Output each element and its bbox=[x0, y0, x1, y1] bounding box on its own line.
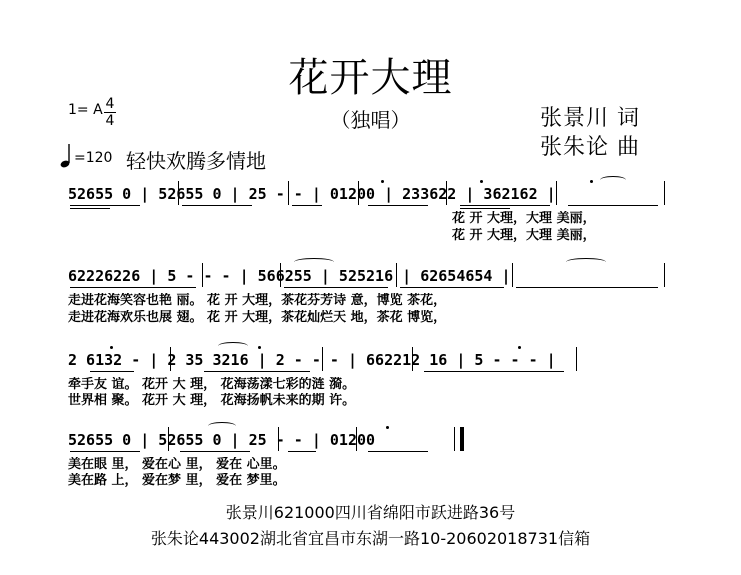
beam bbox=[90, 371, 134, 372]
lyric-line-4a: 美在眼 里， 爱在心 里， 爱在 心里。 bbox=[68, 457, 286, 472]
barline bbox=[202, 263, 203, 287]
lyric-line-2b: 走进花海欢乐也展 翅。 花 开 大理，茶花灿烂天 地，茶花 博览， bbox=[68, 310, 447, 325]
barline bbox=[576, 347, 577, 371]
beam bbox=[288, 451, 316, 452]
song-title: 花开大理 bbox=[288, 55, 453, 101]
lyric-line-1b: 花 开 大理，大理 美丽， bbox=[452, 228, 596, 243]
score-row-3 bbox=[68, 350, 678, 370]
beam bbox=[180, 451, 250, 452]
beam bbox=[460, 205, 550, 206]
barline bbox=[280, 263, 281, 287]
lyricist-address: 张景川621000四川省绵阳市跃进路36号 bbox=[225, 503, 516, 522]
slur bbox=[208, 422, 236, 430]
barline bbox=[170, 347, 171, 371]
beam bbox=[70, 205, 140, 206]
beam bbox=[424, 371, 564, 372]
notation-line-3: 2 6132 - | 2 35 3216 | 2 - - - | 662212 16 | 5 - - - | bbox=[68, 351, 556, 369]
barline bbox=[412, 347, 413, 371]
barline bbox=[396, 263, 397, 287]
beam bbox=[568, 205, 658, 206]
beam bbox=[292, 205, 322, 206]
octave-dot bbox=[386, 426, 389, 429]
tempo-marking: =120 bbox=[74, 150, 113, 166]
score-row-2 bbox=[68, 266, 678, 286]
octave-dot bbox=[518, 346, 521, 349]
barline bbox=[664, 263, 665, 287]
beam bbox=[368, 205, 428, 206]
lyric-line-2a: 走进花海笑容也艳 丽。 花 开 大理，茶花芬芳诗 意，博览 茶花， bbox=[68, 293, 447, 308]
slur bbox=[566, 258, 606, 266]
expression-marking: 轻快欢腾多情地 bbox=[126, 149, 266, 173]
final-barline bbox=[460, 427, 464, 451]
octave-dot bbox=[480, 180, 483, 183]
composer-credit: 张朱论 曲 bbox=[540, 135, 640, 160]
lyric-line-1a: 花 开 大理，大理 美丽， bbox=[452, 211, 596, 226]
beam bbox=[70, 208, 110, 209]
barline bbox=[358, 181, 359, 205]
beam bbox=[460, 208, 510, 209]
octave-dot bbox=[381, 180, 384, 183]
beam bbox=[182, 205, 252, 206]
beam bbox=[70, 451, 140, 452]
score-row-1 bbox=[68, 184, 678, 204]
barline bbox=[556, 181, 557, 205]
time-signature-top: 4 bbox=[105, 96, 115, 112]
beam bbox=[516, 287, 658, 288]
barline bbox=[664, 181, 665, 205]
score-row-4 bbox=[68, 430, 678, 450]
lyricist-credit: 张景川 词 bbox=[540, 106, 640, 131]
barline bbox=[454, 427, 455, 451]
slur bbox=[218, 342, 248, 350]
notation-line-4: 52655 0 | 52655 0 | 25 - - | 01200 bbox=[68, 431, 376, 449]
lyric-line-3a: 牵手友 谊。 花开 大 理， 花海荡漾七彩的涟 漪。 bbox=[68, 377, 356, 392]
octave-dot bbox=[590, 180, 593, 183]
time-signature bbox=[104, 96, 116, 129]
song-subtitle: （独唱） bbox=[330, 108, 411, 132]
key-signature: 1= A bbox=[68, 102, 103, 118]
composer-address: 张朱论443002湖北省宜昌市东湖一路10-20602018731信箱 bbox=[150, 529, 591, 548]
barline bbox=[178, 181, 179, 205]
beam bbox=[70, 287, 196, 288]
notation-line-1: 52655 0 | 52655 0 | 25 - - | 01200 | 233622 | 362162 | bbox=[68, 185, 556, 203]
notation-line-2: 62226226 | 5 - - - | 566255 | 525216 | 62654654 | bbox=[68, 267, 511, 285]
beam bbox=[204, 371, 310, 372]
quarter-note-icon bbox=[60, 143, 74, 169]
lyric-line-4b: 美在路 上， 爱在梦 里， 爱在 梦里。 bbox=[68, 473, 286, 488]
beam bbox=[284, 287, 388, 288]
barline bbox=[512, 263, 513, 287]
barline bbox=[356, 427, 357, 451]
slur bbox=[600, 176, 626, 184]
barline bbox=[168, 427, 169, 451]
beam bbox=[368, 451, 428, 452]
slur bbox=[294, 258, 334, 266]
octave-dot bbox=[258, 346, 261, 349]
barline bbox=[288, 181, 289, 205]
barline bbox=[446, 181, 447, 205]
octave-dot bbox=[110, 346, 113, 349]
beam bbox=[400, 287, 504, 288]
lyric-line-3b: 世界相 聚。 花开 大 理， 花海扬帆未来的期 许。 bbox=[68, 393, 356, 408]
time-signature-bottom: 4 bbox=[105, 113, 115, 129]
barline bbox=[278, 427, 279, 451]
barline bbox=[322, 347, 323, 371]
